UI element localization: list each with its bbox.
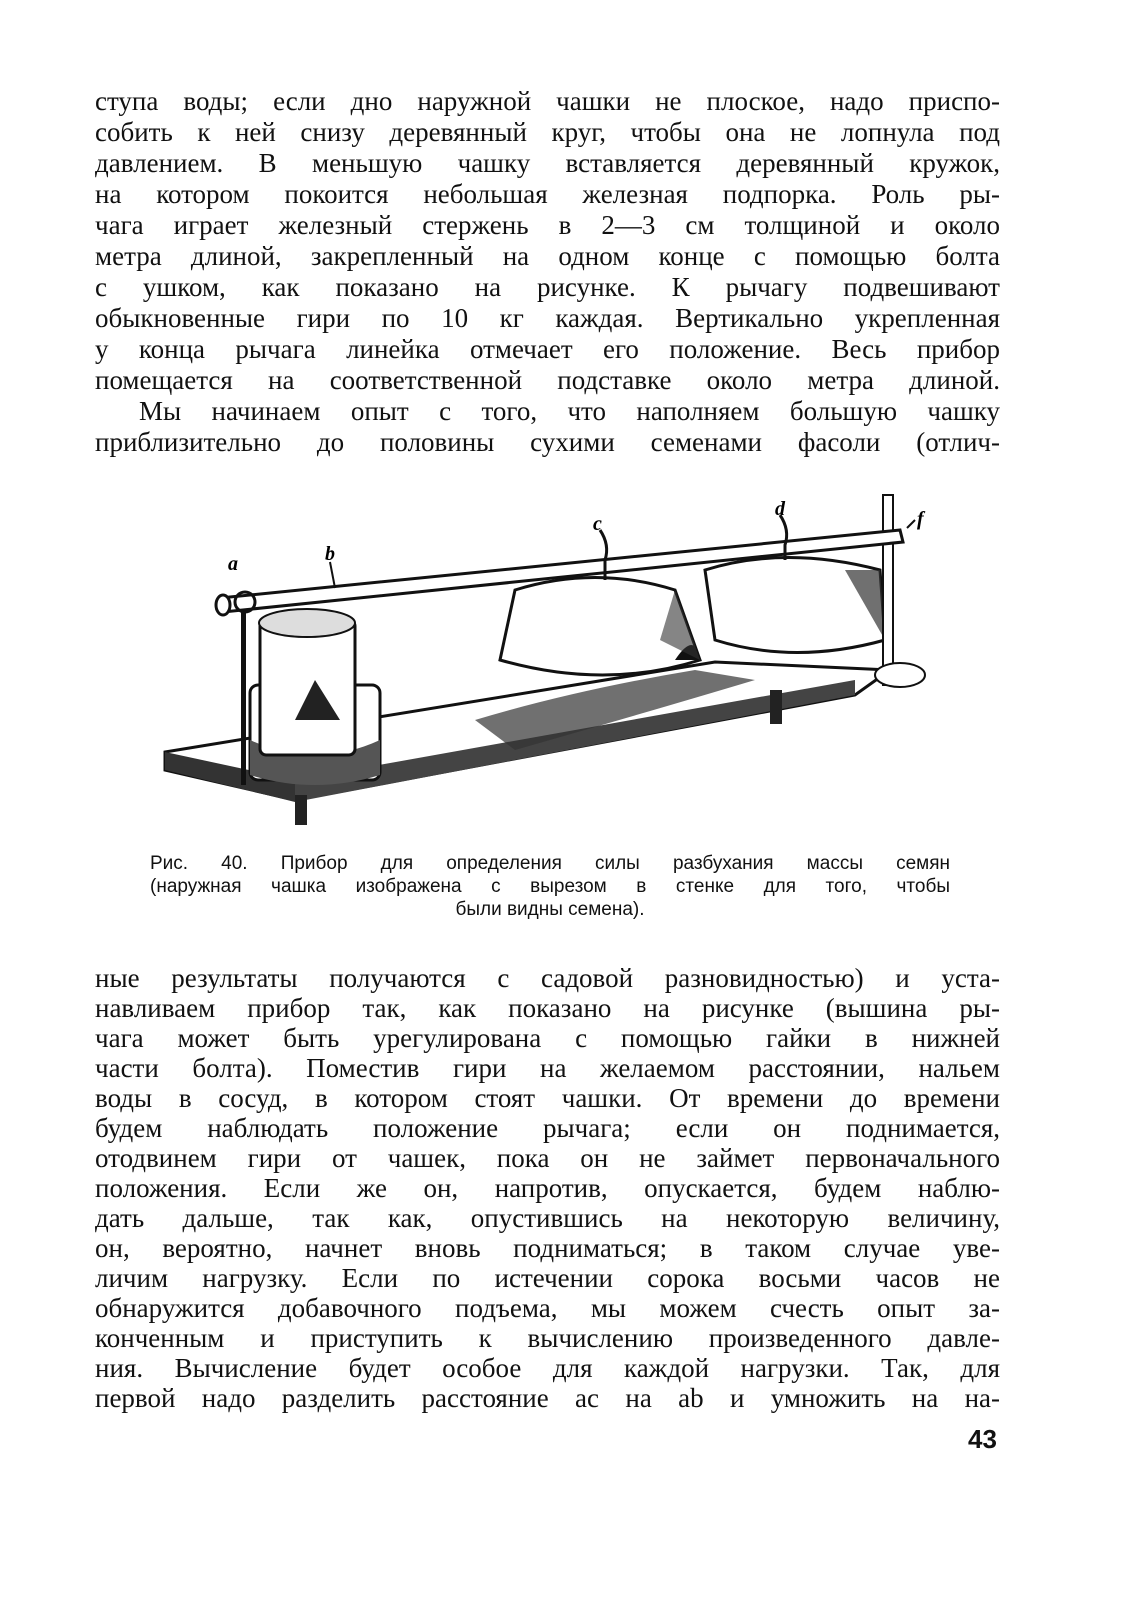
text-line: воды в сосуд, в котором стоят чашки. От времени до времени <box>95 1083 1000 1113</box>
text-line: ступа воды; если дно наружной чашки не плоское, надо приспо- <box>95 86 1000 116</box>
text-line: чага может быть урегулирована с помощью гайки в нижней <box>95 1023 1000 1053</box>
board-leg <box>295 795 307 825</box>
apparatus-illustration <box>155 490 975 835</box>
figure-caption <box>150 852 950 921</box>
paragraph-top <box>95 86 1000 458</box>
text-line: на котором покоится небольшая железная подпорка. Роль ры- <box>95 179 1000 209</box>
text-line: обыкновенные гири по 10 кг каждая. Вертикально укрепленная <box>95 303 1000 333</box>
text-line: Мы начинаем опыт с того, что наполняем большую чашку <box>139 396 1000 426</box>
text-line: приблизительно до половины сухими семенами фасоли (отлич- <box>95 427 1000 457</box>
label-b: b <box>325 543 335 565</box>
text-line: конченным и приступить к вычислению произведенного давле- <box>95 1323 1000 1353</box>
text-line: у конца рычага линейка отмечает его положение. Весь прибор <box>95 334 1000 364</box>
inner-cup <box>260 620 355 755</box>
text-line: обнаружится добавочного подъема, мы можем счесть опыт за- <box>95 1293 1000 1323</box>
text-line: ния. Вычисление будет особое для каждой нагрузки. Так, для <box>95 1353 1000 1383</box>
text-line: он, вероятно, начнет вновь подниматься; в таком случае уве- <box>95 1233 1000 1263</box>
text-line: с ушком, как показано на рисунке. К рычагу подвешивают <box>95 272 1000 302</box>
text-line: чага играет железный стержень в 2—3 см толщиной и около <box>95 210 1000 240</box>
text-line: метра длиной, закрепленный на одном конце с помощью болта <box>95 241 1000 271</box>
text-line: отодвинем гири от чашек, пока он не займет первоначального <box>95 1143 1000 1173</box>
text-line: дать дальше, так как, опустившись на некоторую величину, <box>95 1203 1000 1233</box>
text-line: ные результаты получаются с садовой разновидностью) и уста- <box>95 963 1000 993</box>
label-f: f <box>917 508 924 530</box>
paragraph-bottom <box>95 963 1000 1413</box>
text-line: будем наблюдать положение рычага; если он поднимается, <box>95 1113 1000 1143</box>
text-line: давлением. В меньшую чашку вставляется деревянный кружок, <box>95 148 1000 178</box>
text-line: собить к ней снизу деревянный круг, чтобы она не лопнула под <box>95 117 1000 147</box>
label-a: a <box>228 553 238 575</box>
text-line: навливаем прибор так, как показано на рисунке (вышина ры- <box>95 993 1000 1023</box>
board-leg <box>770 690 782 724</box>
figure-apparatus <box>155 490 975 835</box>
caption-line: были видны семена). <box>455 899 645 920</box>
text-line: положения. Если же он, напротив, опускается, будем наблю- <box>95 1173 1000 1203</box>
caption-line: Рис. 40. Прибор для определения силы разбухания массы семян <box>150 853 950 874</box>
text-line: части болта). Поместив гири на желаемом расстоянии, нальем <box>95 1053 1000 1083</box>
text-line: личим нагрузку. Если по истечении сорока восьми часов не <box>95 1263 1000 1293</box>
text-line: первой надо разделить расстояние ac на ab и умножить на на- <box>95 1383 1000 1413</box>
ruler <box>883 495 893 685</box>
page-number: 43 <box>968 1424 997 1454</box>
caption-line: (наружная чашка изображена с вырезом в стенке для того, чтобы <box>150 876 950 897</box>
label-d: d <box>775 498 785 520</box>
bolt <box>241 600 246 785</box>
label-c: c <box>593 513 602 535</box>
text-line: помещается на соответственной подставке около метра длиной. <box>95 365 1000 395</box>
